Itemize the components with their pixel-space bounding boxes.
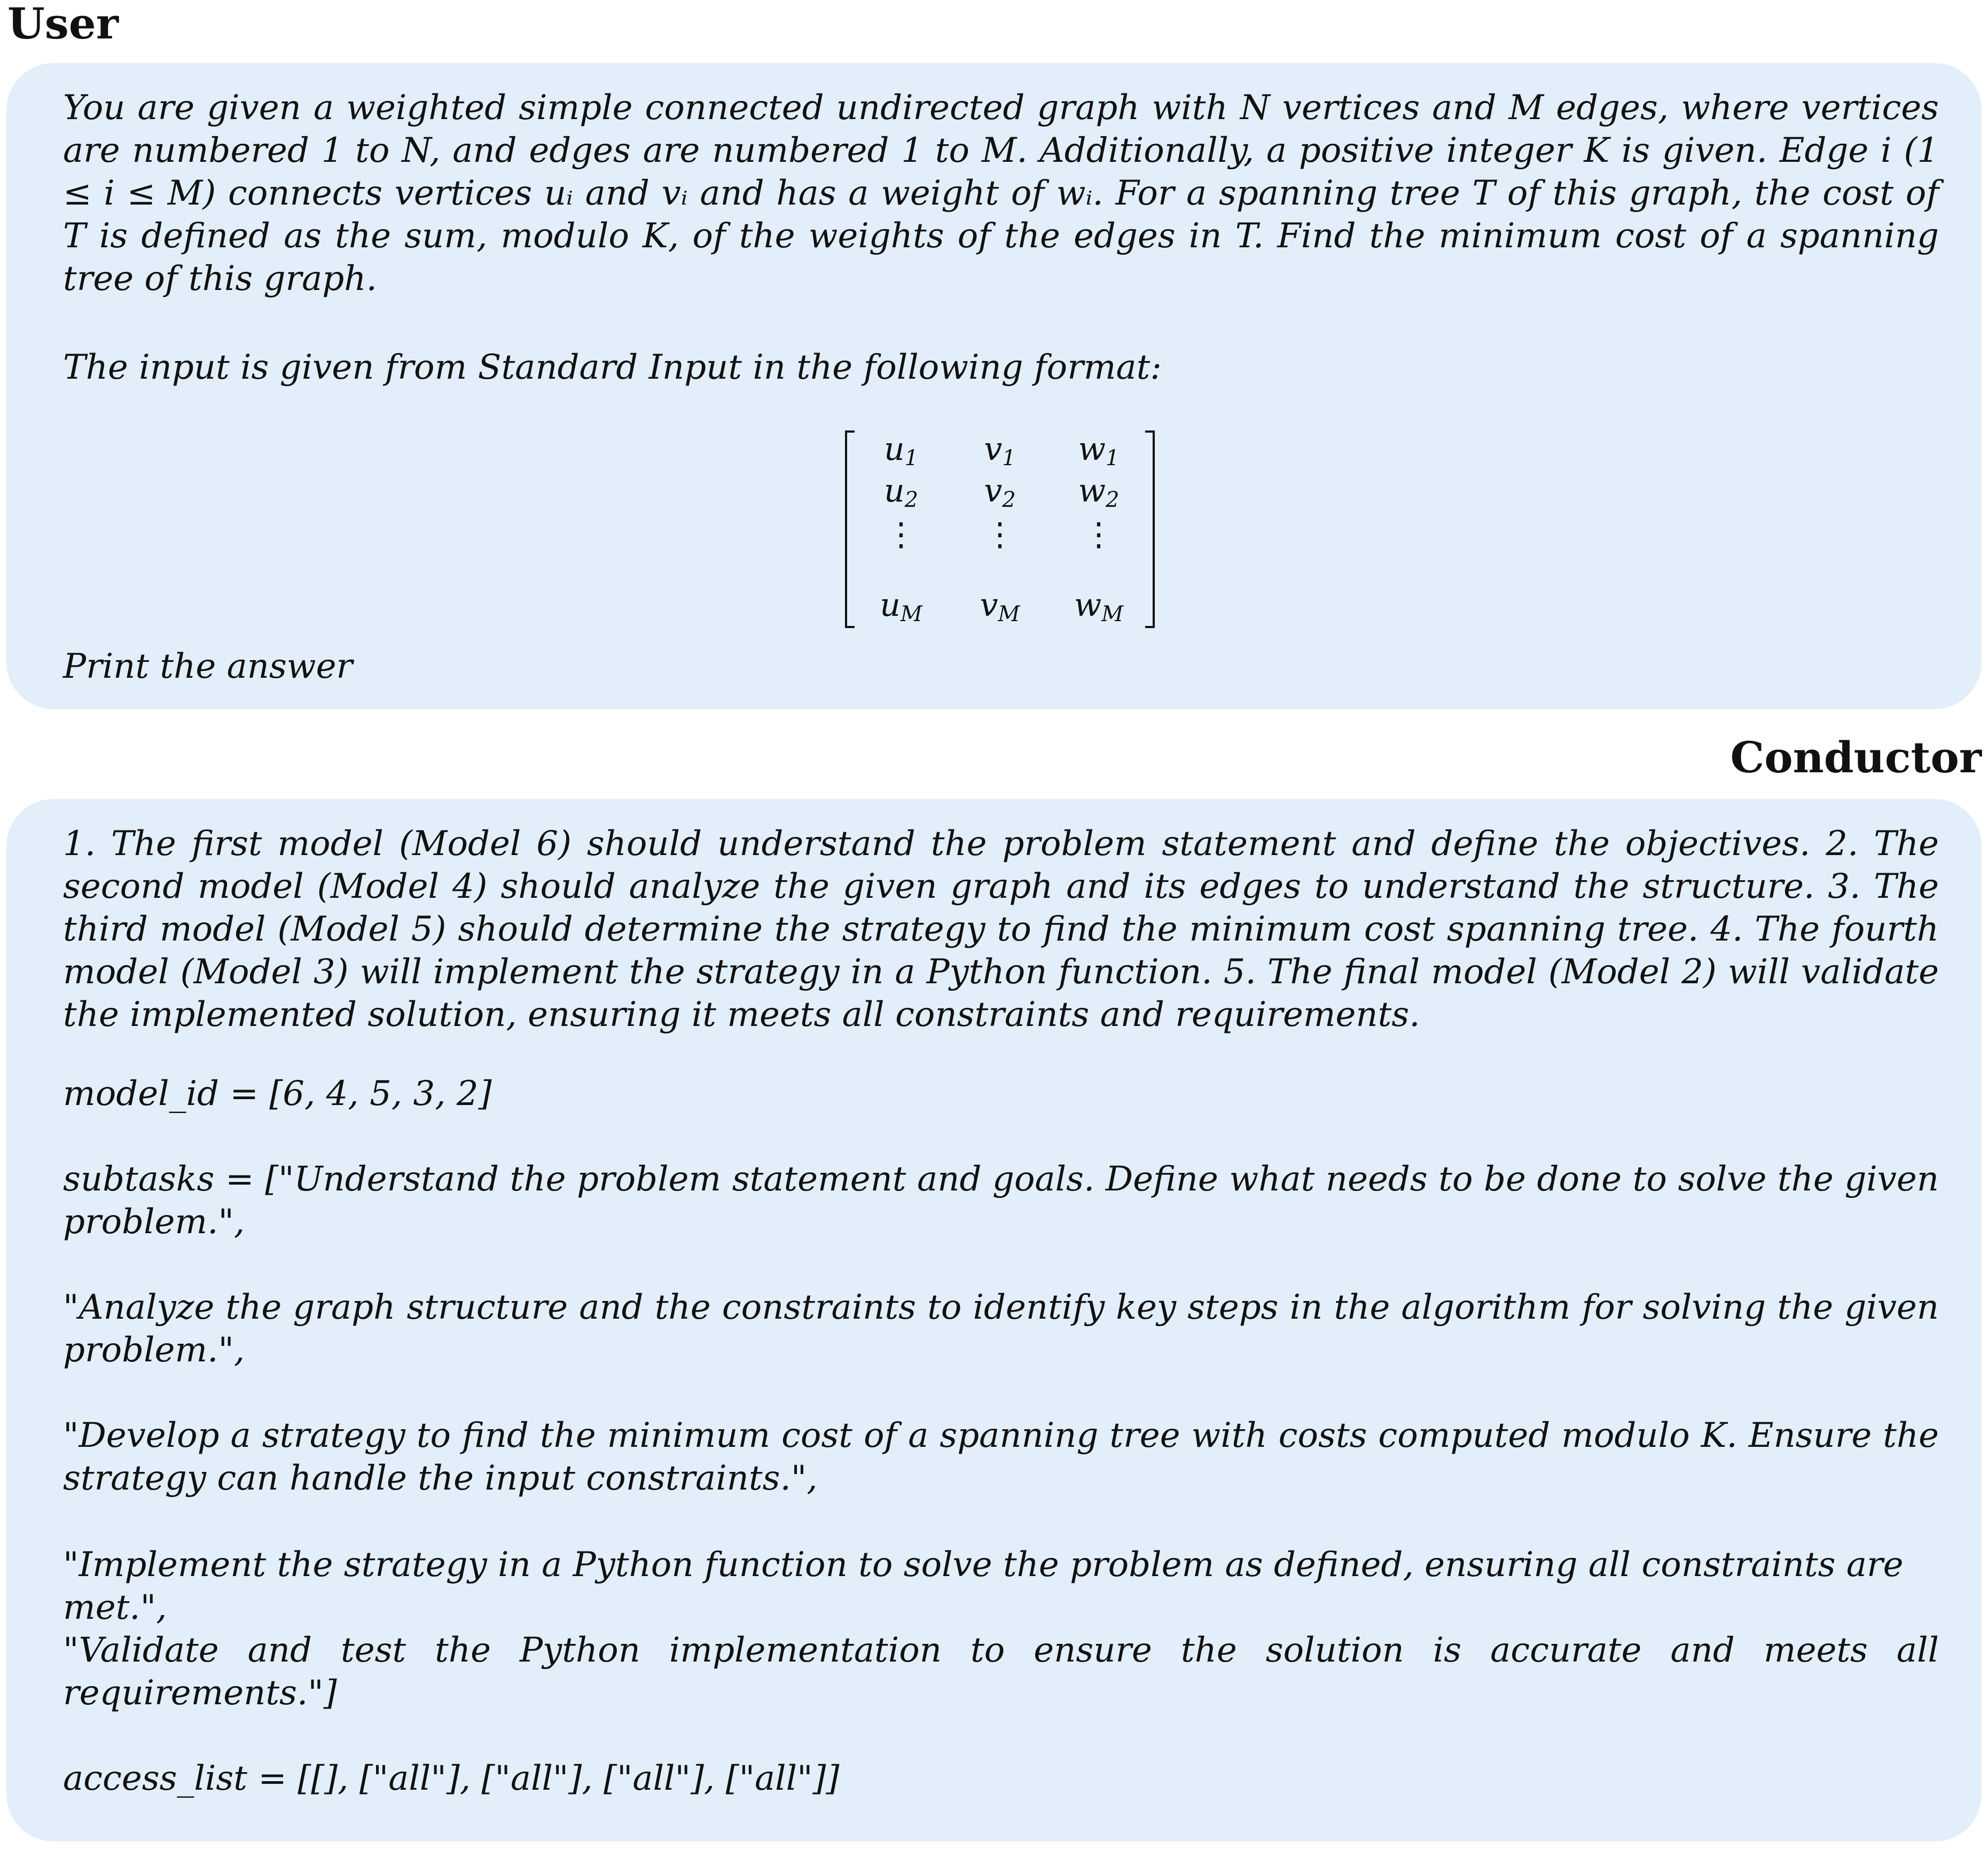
matrix-cell-wM: $w_M$: [1074, 586, 1124, 626]
subtask-1: subtasks = ["Understand the problem statement and goals. Define what needs to be done to solve the given problem.",: [63, 1159, 1939, 1242]
matrix-cell-w2: $w_2$: [1078, 472, 1120, 512]
model-id-line: model_id = [6, 4, 5, 3, 2]: [63, 1074, 492, 1114]
output-instruction: Print the answer: [63, 647, 353, 686]
problem-statement: You are given a weighted simple connected undirected graph with N vertices and M edges, where vertices are numbered 1 to N, and edges are numbered 1 to M. Additionally, a positive integer K is given. Edge i (1 ≤ i ≤ M) connects vertices uᵢ and vᵢ and has a weight of wᵢ. For a spanning tree T of this graph, the cost of T is defined as the sum, modulo K, of the weights of the edges in T. Find the minimum cost of a spanning tree of this graph.: [63, 88, 1939, 299]
matrix-cell-v2: $v_2$: [984, 472, 1016, 512]
matrix-vdots-u: ⋮: [885, 516, 917, 553]
model-plan: 1. The first model (Model 6) should understand the problem statement and define the objectives. 2. The second model (Model 4) should analyze the given graph and its edges to understand the structure. 3. The third model (Model 5) should determine the strategy to find the minimum cost spanning tree. 4. The fourth model (Model 3) will implement the strategy in a Python function. 5. The final model (Model 2) will validate the implemented solution, ensuring it meets all constraints and requirements.: [63, 824, 1939, 1035]
matrix-left-bracket: [845, 430, 855, 628]
matrix-cell-v1: $v_1$: [984, 430, 1016, 471]
subtask-4: "Implement the strategy in a Python function to solve the problem as defined, ensuring all constraints are met.",: [63, 1545, 1904, 1627]
matrix-right-bracket: [1145, 430, 1155, 628]
subtask-2: "Analyze the graph structure and the constraints to identify key steps in the algorithm for solving the given problem.",: [63, 1288, 1939, 1370]
matrix-vdots-w: ⋮: [1083, 516, 1115, 553]
matrix-cell-vM: $v_M$: [980, 586, 1020, 626]
conductor-message-bubble: [6, 799, 1982, 1842]
matrix-cell-u2: $u_2$: [883, 472, 919, 512]
matrix-cell-uM: $u_M$: [880, 586, 922, 626]
matrix-cell-w1: $w_1$: [1078, 430, 1120, 471]
input-format-matrix: [845, 430, 1155, 633]
input-format-intro: The input is given from Standard Input in the following format:: [63, 348, 1162, 387]
conductor-speaker-label: Conductor: [1730, 732, 1982, 782]
matrix-cell-u1: $u_1$: [883, 430, 919, 471]
user-speaker-label: User: [7, 0, 119, 49]
access-list-line: access_list = [[], ["all"], ["all"], ["all"], ["all"]]: [63, 1759, 840, 1798]
subtask-5: "Validate and test the Python implementation to ensure the solution is accurate and meets all requirements."]: [63, 1631, 1939, 1713]
matrix-vdots-v: ⋮: [984, 516, 1016, 553]
user-message-bubble: [6, 63, 1982, 709]
subtask-3: "Develop a strategy to find the minimum cost of a spanning tree with costs computed modulo K. Ensure the strategy can handle the input constraints.",: [63, 1416, 1939, 1498]
